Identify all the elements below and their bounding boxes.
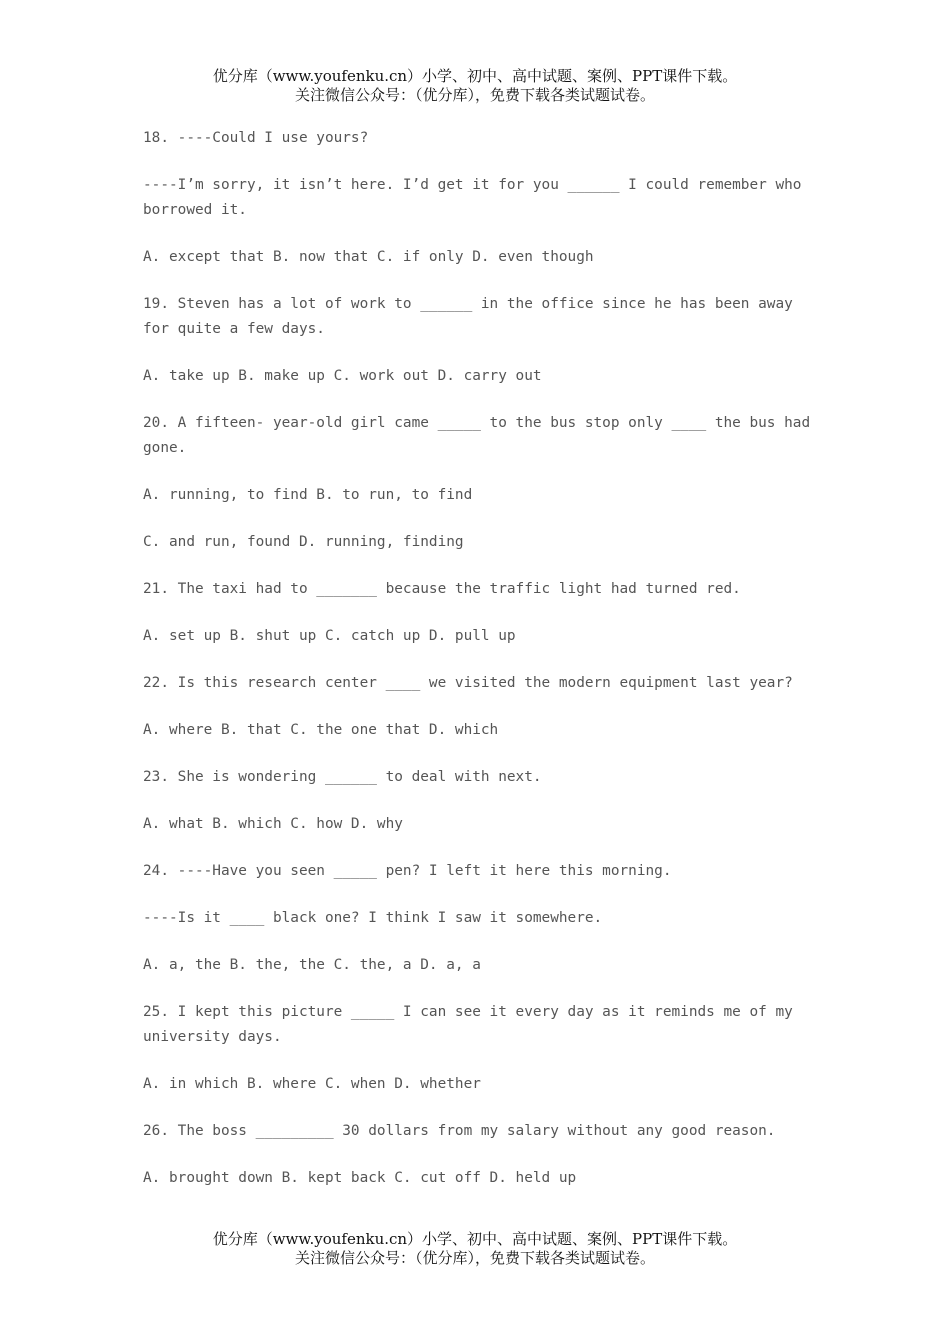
question-25-options: A. in which B. where C. when D. whether <box>143 1076 481 1092</box>
question-25-stem: 25. I kept this picture _____ I can see it every day as it reminds me of my university days. <box>143 1004 802 1045</box>
question-18-response: ----I’m sorry, it isn’t here. I’d get it for you ______ I could remember who borrowed it. <box>143 177 811 218</box>
page-footer <box>0 1230 950 1268</box>
question-23-stem: 23. She is wondering ______ to deal with next. <box>143 769 542 785</box>
footer-line-1: 优分库（www.youfenku.cn）小学、初中、高中试题、案例、PPT课件下载。 <box>212 1230 738 1248</box>
question-21-stem: 21. The taxi had to _______ because the traffic light had turned red. <box>143 581 741 597</box>
header-line-2: 关注微信公众号：（优分库），免费下载各类试题试卷。 <box>294 86 655 104</box>
header-line-1: 优分库（www.youfenku.cn）小学、初中、高中试题、案例、PPT课件下载。 <box>212 67 738 85</box>
question-22-options: A. where B. that C. the one that D. which <box>143 722 499 738</box>
question-list <box>143 126 819 1213</box>
question-22-stem: 22. Is this research center ____ we visited the modern equipment last year? <box>143 675 793 691</box>
page-header <box>0 67 950 105</box>
question-24-response: ----Is it ____ black one? I think I saw it somewhere. <box>143 910 603 926</box>
question-20-options-ab: A. running, to find B. to run, to find <box>143 487 473 503</box>
question-19-stem: 19. Steven has a lot of work to ______ in the office since he has been away for quite a few days. <box>143 296 802 337</box>
footer-line-2: 关注微信公众号：（优分库），免费下载各类试题试卷。 <box>294 1249 655 1267</box>
question-26-stem: 26. The boss _________ 30 dollars from my salary without any good reason. <box>143 1123 776 1139</box>
question-20-stem: 20. A fifteen- year-old girl came _____ to the bus stop only ____ the bus had gone. <box>143 415 819 456</box>
question-26-options: A. brought down B. kept back C. cut off D. held up <box>143 1170 577 1186</box>
question-18-options: A. except that B. now that C. if only D. even though <box>143 249 594 265</box>
question-24-stem: 24. ----Have you seen _____ pen? I left it here this morning. <box>143 863 672 879</box>
question-24-options: A. a, the B. the, the C. the, a D. a, a <box>143 957 481 973</box>
question-19-options: A. take up B. make up C. work out D. carry out <box>143 368 542 384</box>
question-21-options: A. set up B. shut up C. catch up D. pull up <box>143 628 516 644</box>
question-23-options: A. what B. which C. how D. why <box>143 816 403 832</box>
question-20-options-cd: C. and run, found D. running, finding <box>143 534 464 550</box>
question-18-stem: 18. ----Could I use yours? <box>143 130 369 146</box>
